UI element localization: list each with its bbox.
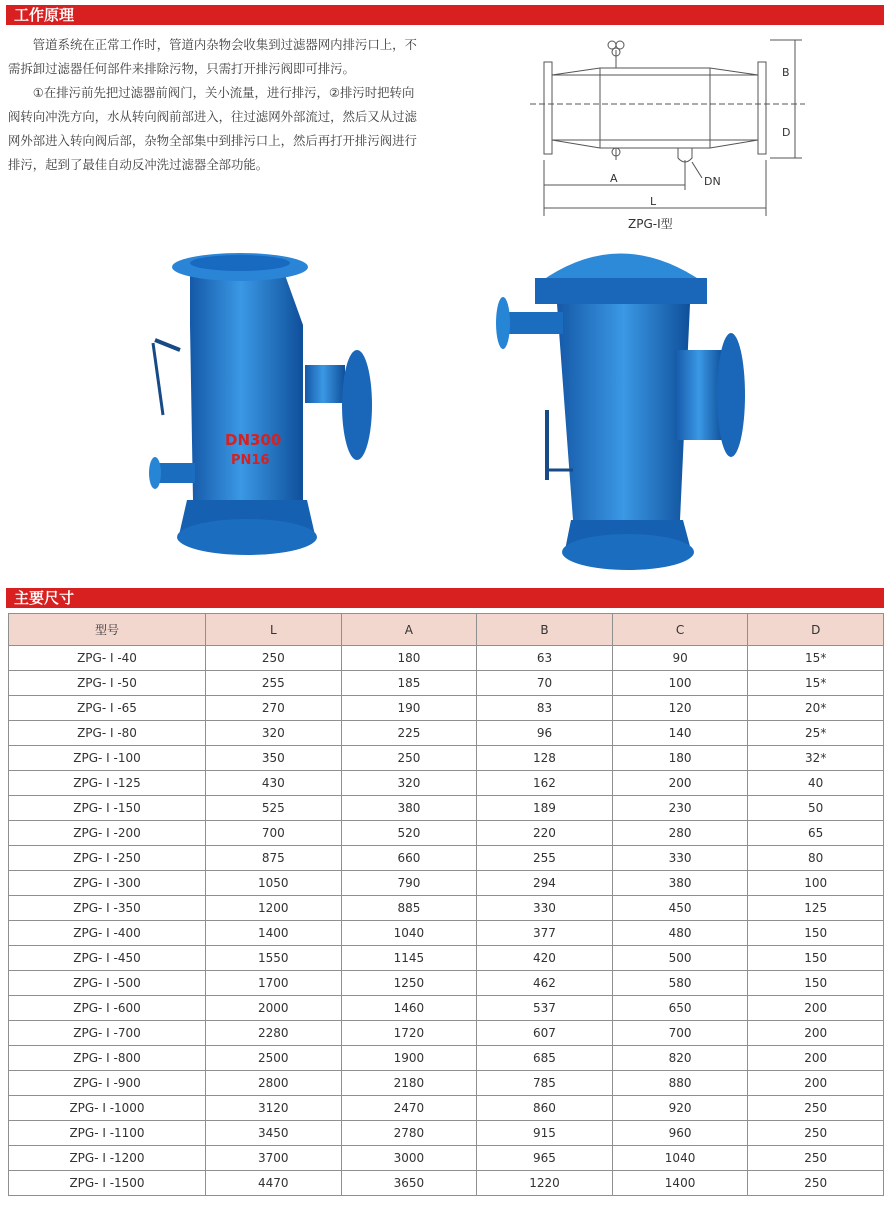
- cell-a: 190: [341, 696, 477, 721]
- cell-b: 685: [477, 1046, 613, 1071]
- intro-paragraph-2: ①在排污前先把过滤器前阀门，关小流量，进行排污，②排污时把转向阀转向冲洗方向，水从转向阀前部进入，往过滤网外部流过，然后又从过滤网外部进入转向阀后部，杂物全部集中到排污口上，然后再打开排污阀进行排污，起到了最佳自动反冲洗过滤器全部功能。: [8, 85, 417, 172]
- header-l: L: [206, 614, 342, 646]
- cell-d: 125: [748, 896, 884, 921]
- cell-a: 1460: [341, 996, 477, 1021]
- cell-model: ZPG- I -150: [9, 796, 206, 821]
- product-photo-side: [485, 240, 750, 575]
- cell-model: ZPG- I -50: [9, 671, 206, 696]
- cell-c: 650: [612, 996, 748, 1021]
- cell-c: 1040: [612, 1146, 748, 1171]
- cell-b: 537: [477, 996, 613, 1021]
- cell-model: ZPG- I -80: [9, 721, 206, 746]
- cell-l: 700: [206, 821, 342, 846]
- cell-c: 580: [612, 971, 748, 996]
- cell-a: 3650: [341, 1171, 477, 1196]
- table-row: [9, 796, 884, 821]
- cell-l: 3450: [206, 1121, 342, 1146]
- cell-a: 2470: [341, 1096, 477, 1121]
- table-row: [9, 646, 884, 671]
- cell-b: 294: [477, 871, 613, 896]
- table-row: [9, 771, 884, 796]
- cell-l: 525: [206, 796, 342, 821]
- table-row: [9, 1096, 884, 1121]
- cell-c: 90: [612, 646, 748, 671]
- marking-pn: PN16: [231, 453, 270, 468]
- diagram-caption: ZPG-I型: [628, 217, 673, 231]
- intro-text: [8, 33, 426, 177]
- cell-b: 785: [477, 1071, 613, 1096]
- header-d: D: [748, 614, 884, 646]
- cell-l: 2800: [206, 1071, 342, 1096]
- cell-a: 660: [341, 846, 477, 871]
- cell-l: 3700: [206, 1146, 342, 1171]
- cell-l: 2500: [206, 1046, 342, 1071]
- table-row: [9, 1071, 884, 1096]
- cell-c: 920: [612, 1096, 748, 1121]
- table-row: [9, 671, 884, 696]
- table-row: [9, 1046, 884, 1071]
- cell-b: 1220: [477, 1171, 613, 1196]
- cell-c: 330: [612, 846, 748, 871]
- cell-a: 1720: [341, 1021, 477, 1046]
- cell-model: ZPG- I -500: [9, 971, 206, 996]
- cell-b: 70: [477, 671, 613, 696]
- cell-a: 520: [341, 821, 477, 846]
- marking-dn: DN300: [225, 431, 282, 449]
- cell-model: ZPG- I -125: [9, 771, 206, 796]
- cell-c: 880: [612, 1071, 748, 1096]
- cell-l: 1700: [206, 971, 342, 996]
- cell-b: 965: [477, 1146, 613, 1171]
- cell-a: 320: [341, 771, 477, 796]
- cell-b: 377: [477, 921, 613, 946]
- cell-b: 128: [477, 746, 613, 771]
- cell-b: 83: [477, 696, 613, 721]
- cell-d: 25*: [748, 721, 884, 746]
- dimensions-table: [8, 613, 884, 1196]
- cell-c: 1400: [612, 1171, 748, 1196]
- cell-b: 255: [477, 846, 613, 871]
- cell-a: 250: [341, 746, 477, 771]
- table-row: [9, 1146, 884, 1171]
- cell-b: 420: [477, 946, 613, 971]
- cell-l: 270: [206, 696, 342, 721]
- cell-c: 200: [612, 771, 748, 796]
- table-row: [9, 946, 884, 971]
- cell-a: 790: [341, 871, 477, 896]
- cell-d: 20*: [748, 696, 884, 721]
- header-b: B: [477, 614, 613, 646]
- cell-c: 450: [612, 896, 748, 921]
- cell-d: 200: [748, 1046, 884, 1071]
- cell-a: 1900: [341, 1046, 477, 1071]
- cell-b: 189: [477, 796, 613, 821]
- cell-model: ZPG- I -40: [9, 646, 206, 671]
- cell-model: ZPG- I -1500: [9, 1171, 206, 1196]
- cell-model: ZPG- I -100: [9, 746, 206, 771]
- cell-l: 1400: [206, 921, 342, 946]
- cell-l: 250: [206, 646, 342, 671]
- cell-l: 2000: [206, 996, 342, 1021]
- intro-paragraph-1: 管道系统在正常工作时，管道内杂物会收集到过滤器网内排污口上，不需拆卸过滤器任何部件来排除污物，只需打开排污阀即可排污。: [8, 37, 417, 76]
- dimension-diagram: [520, 30, 810, 235]
- cell-c: 140: [612, 721, 748, 746]
- cell-b: 162: [477, 771, 613, 796]
- cell-model: ZPG- I -1100: [9, 1121, 206, 1146]
- section-header-working-principle: [6, 5, 884, 25]
- cell-d: 50: [748, 796, 884, 821]
- cell-c: 230: [612, 796, 748, 821]
- cell-b: 607: [477, 1021, 613, 1046]
- table-row: [9, 696, 884, 721]
- cell-model: ZPG- I -200: [9, 821, 206, 846]
- cell-d: 40: [748, 771, 884, 796]
- dim-label-d: D: [782, 126, 791, 139]
- table-row: [9, 871, 884, 896]
- header-c: C: [612, 614, 748, 646]
- cell-b: 96: [477, 721, 613, 746]
- cell-a: 225: [341, 721, 477, 746]
- table-row: [9, 846, 884, 871]
- product-photo-front: [135, 245, 405, 570]
- cell-model: ZPG- I -1200: [9, 1146, 206, 1171]
- cell-d: 200: [748, 1071, 884, 1096]
- section-title: 主要尺寸: [14, 589, 75, 607]
- cell-c: 820: [612, 1046, 748, 1071]
- cell-l: 1200: [206, 896, 342, 921]
- cell-l: 1050: [206, 871, 342, 896]
- cell-l: 255: [206, 671, 342, 696]
- cell-l: 3120: [206, 1096, 342, 1121]
- cell-b: 915: [477, 1121, 613, 1146]
- cell-a: 2180: [341, 1071, 477, 1096]
- cell-model: ZPG- I -800: [9, 1046, 206, 1071]
- dim-label-b: B: [782, 66, 790, 79]
- table-header-row: [9, 614, 884, 646]
- cell-d: 200: [748, 996, 884, 1021]
- table-row: [9, 1171, 884, 1196]
- cell-d: 250: [748, 1096, 884, 1121]
- header-model: 型号: [9, 614, 206, 646]
- cell-model: ZPG- I -300: [9, 871, 206, 896]
- cell-b: 462: [477, 971, 613, 996]
- cell-a: 1250: [341, 971, 477, 996]
- table-row: [9, 1021, 884, 1046]
- table-row: [9, 746, 884, 771]
- cell-l: 430: [206, 771, 342, 796]
- cell-c: 480: [612, 921, 748, 946]
- cell-c: 960: [612, 1121, 748, 1146]
- section-title: 工作原理: [14, 6, 75, 24]
- cell-model: ZPG- I -1000: [9, 1096, 206, 1121]
- cell-c: 500: [612, 946, 748, 971]
- cell-d: 200: [748, 1021, 884, 1046]
- cell-a: 185: [341, 671, 477, 696]
- cell-c: 180: [612, 746, 748, 771]
- cell-d: 150: [748, 971, 884, 996]
- cell-model: ZPG- I -900: [9, 1071, 206, 1096]
- cell-a: 180: [341, 646, 477, 671]
- cell-d: 250: [748, 1146, 884, 1171]
- cell-model: ZPG- I -400: [9, 921, 206, 946]
- cell-d: 100: [748, 871, 884, 896]
- dim-label-l: L: [650, 195, 657, 208]
- cell-c: 100: [612, 671, 748, 696]
- cell-d: 250: [748, 1171, 884, 1196]
- cell-d: 250: [748, 1121, 884, 1146]
- cell-b: 860: [477, 1096, 613, 1121]
- table-row: [9, 721, 884, 746]
- cell-a: 380: [341, 796, 477, 821]
- cell-c: 280: [612, 821, 748, 846]
- table-row: [9, 821, 884, 846]
- section-header-main-dimensions: [6, 588, 884, 608]
- cell-model: ZPG- I -250: [9, 846, 206, 871]
- cell-l: 350: [206, 746, 342, 771]
- table-row: [9, 996, 884, 1021]
- cell-l: 320: [206, 721, 342, 746]
- header-a: A: [341, 614, 477, 646]
- cell-a: 2780: [341, 1121, 477, 1146]
- cell-a: 885: [341, 896, 477, 921]
- cell-l: 1550: [206, 946, 342, 971]
- cell-l: 2280: [206, 1021, 342, 1046]
- table-row: [9, 896, 884, 921]
- cell-d: 15*: [748, 671, 884, 696]
- dim-label-dn: DN: [704, 175, 721, 188]
- cell-d: 15*: [748, 646, 884, 671]
- table-row: [9, 921, 884, 946]
- cell-c: 700: [612, 1021, 748, 1046]
- table-row: [9, 971, 884, 996]
- cell-a: 1040: [341, 921, 477, 946]
- cell-model: ZPG- I -65: [9, 696, 206, 721]
- cell-model: ZPG- I -350: [9, 896, 206, 921]
- cell-d: 80: [748, 846, 884, 871]
- cell-b: 220: [477, 821, 613, 846]
- cell-model: ZPG- I -450: [9, 946, 206, 971]
- cell-l: 875: [206, 846, 342, 871]
- cell-a: 1145: [341, 946, 477, 971]
- cell-d: 150: [748, 921, 884, 946]
- dim-label-a: A: [610, 172, 618, 185]
- cell-a: 3000: [341, 1146, 477, 1171]
- cell-c: 120: [612, 696, 748, 721]
- cell-d: 32*: [748, 746, 884, 771]
- cell-d: 150: [748, 946, 884, 971]
- table-row: [9, 1121, 884, 1146]
- cell-model: ZPG- I -600: [9, 996, 206, 1021]
- cell-model: ZPG- I -700: [9, 1021, 206, 1046]
- cell-d: 65: [748, 821, 884, 846]
- cell-c: 380: [612, 871, 748, 896]
- cell-b: 330: [477, 896, 613, 921]
- cell-b: 63: [477, 646, 613, 671]
- cell-l: 4470: [206, 1171, 342, 1196]
